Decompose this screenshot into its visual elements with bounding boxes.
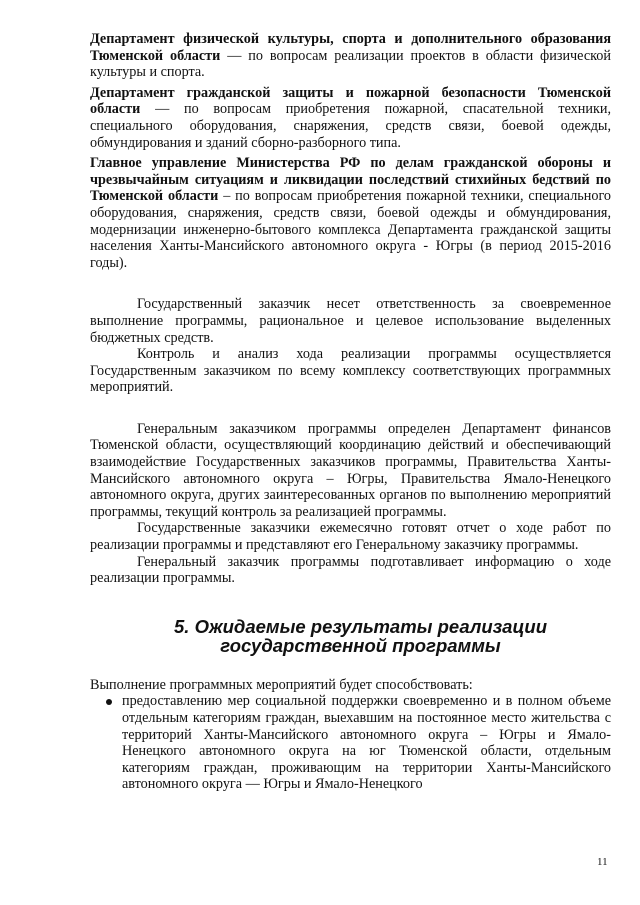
paragraph-general-customer: Генеральным заказчиком программы определен Департамент финансов Тюменской области, осуществляющий координацию действий и обеспечивающий взаимодействие Государственных заказчиков программы, Правительства Ханты-Мансийского автономного округа – Югры, Правительства Ямало-Ненецкого автономного округа, других заинтересованных органов по выполнению мероприятий программы, текущий контроль за реализацией программы. <box>90 420 611 520</box>
paragraph-dept-civil-defense <box>90 85 611 151</box>
paragraph-responsibility: Государственный заказчик несет ответственность за своевременное выполнение программы, рациональное и целевое использование выделенных бюджетных средств. <box>90 296 611 346</box>
bullet-icon <box>106 699 112 705</box>
page-number: 11 <box>597 856 608 868</box>
paragraph-information: Генеральный заказчик программы подготавливает информацию о ходе реализации программы. <box>90 553 611 587</box>
paragraph-mchs <box>90 155 611 271</box>
paragraph-dept-sport <box>90 31 611 81</box>
dept-sport-text: — по вопросам реализации проектов в области физической культуры и спорта. <box>90 47 611 81</box>
list-item <box>90 693 611 793</box>
paragraph-control: Контроль и анализ хода реализации программы осуществляется Государственным заказчиком по всему комплексу соответствующих программных мероприятий. <box>90 346 611 396</box>
paragraph-monthly-report: Государственные заказчики ежемесячно готовят отчет о ходе работ по реализации программы и представляют его Генеральному заказчику программы. <box>90 520 611 554</box>
mchs-name: Главное управление Министерства РФ по делам гражданской обороны и чрезвычайным ситуациям и ликвидации последствий стихийных бедствий по Тюменской области <box>90 155 611 205</box>
document-page <box>90 31 611 793</box>
section-heading: 5. Ожидаемые результаты реализации государственной программы <box>174 615 547 656</box>
results-list <box>90 693 611 793</box>
list-item-text: предоставлению мер социальной поддержки своевременно и в полном объеме отдельным категориям граждан, выехавшим на постоянное место жительства с территорий Ханты-Мансийского автономного округа – Югры и Ямало-Ненецкого автономного округа на юг Тюменской области, отдельным категориям граждан, проживающим на территории Ханты-Мансийского автономного округа — Югры и Ямало-Ненецкого <box>122 693 611 793</box>
dept-civil-defense-name: Департамент гражданской защиты и пожарной безопасности Тюменской области <box>90 84 611 118</box>
dept-civil-defense-text: — по вопросам приобретения пожарной, спасательной техники, специального оборудования, снаряжения, средств связи, боевой одежды, обмундирования и зданий сборно-разборного типа. <box>90 101 611 151</box>
section-intro: Выполнение программных мероприятий будет способствовать: <box>90 676 473 693</box>
mchs-text: – по вопросам приобретения пожарной техники, специального оборудования, снаряжения, средств связи, боевой одежды и обмундирования, модернизации инженерно-бытового комплекса Департамента гражданской защиты населения Ханты-Мансийского автономного округа - Югры (в период 2015-2016 годы). <box>90 188 611 271</box>
dept-sport-name: Департамент физической культуры, спорта и дополнительного образования Тюменской области <box>90 31 611 64</box>
